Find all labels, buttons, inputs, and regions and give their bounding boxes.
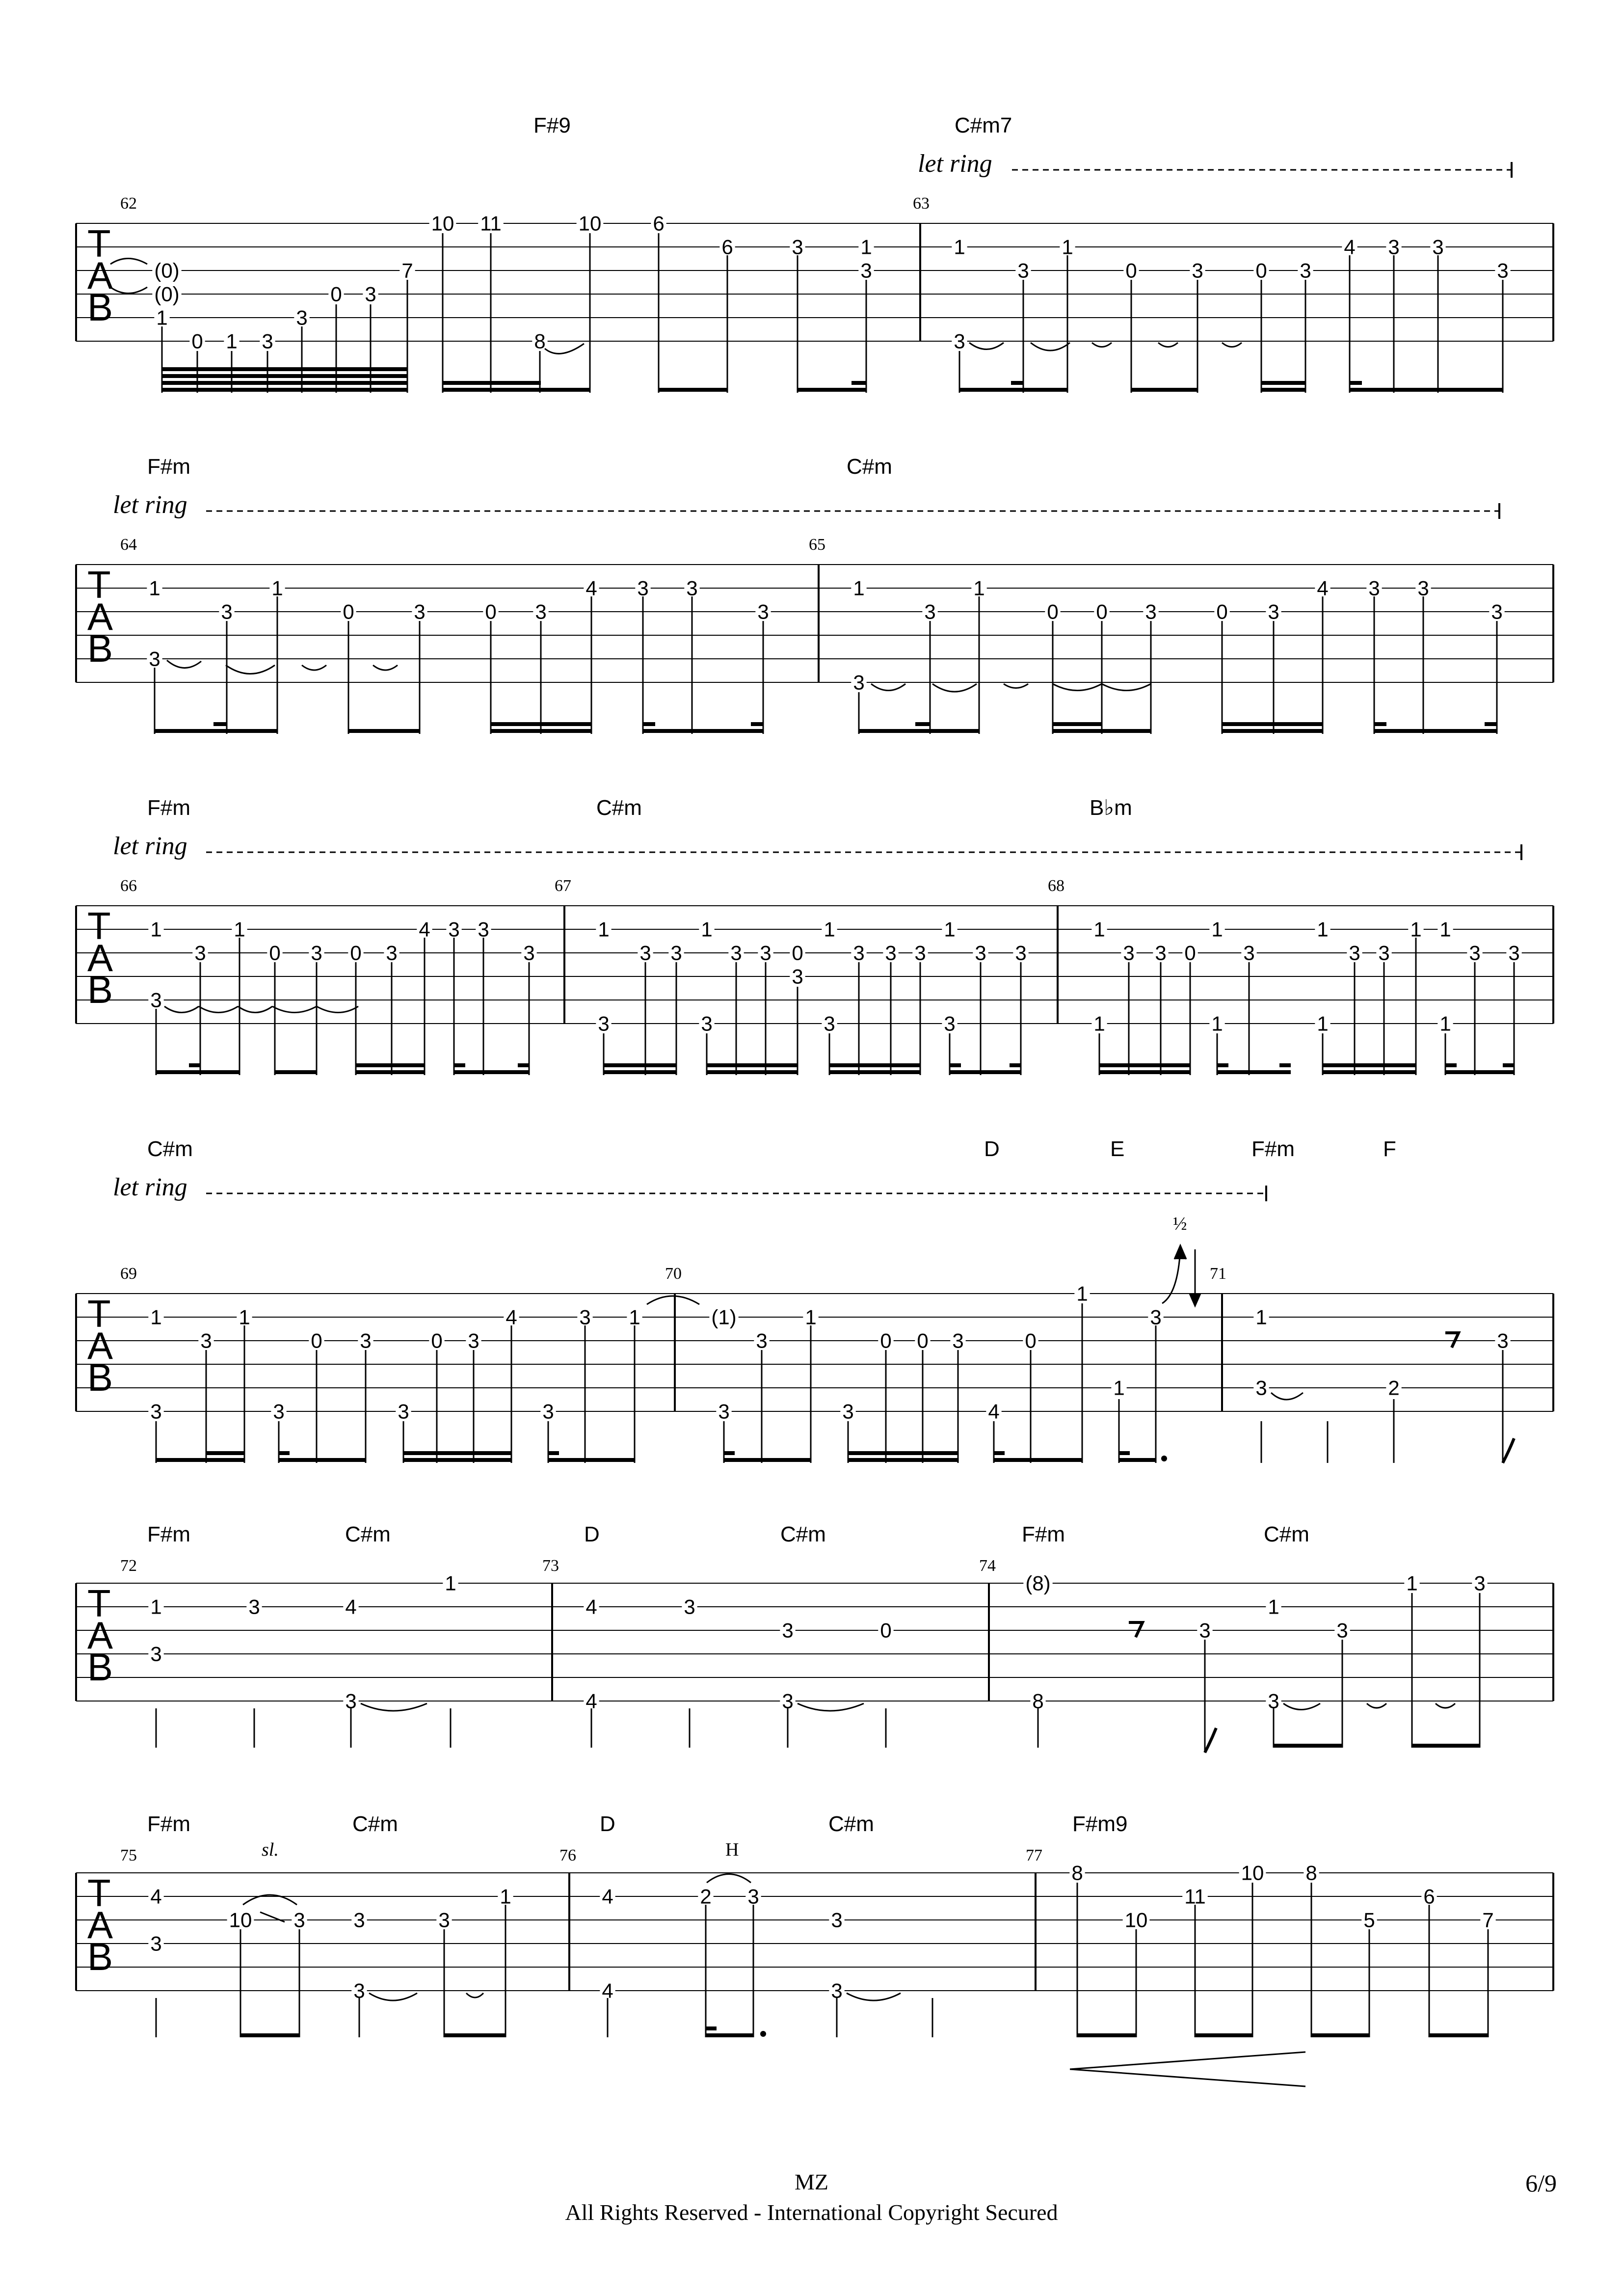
fret-number: 3 — [200, 1329, 212, 1352]
tab-clef-letter: A — [87, 595, 113, 638]
fret-number: 0 — [917, 1329, 929, 1352]
fret-number: 4 — [419, 918, 430, 941]
staff-lines — [76, 906, 1553, 1024]
fret-number: 1 — [149, 576, 160, 600]
fret-number: 0 — [1096, 600, 1108, 623]
fret-number: 3 — [1508, 941, 1520, 965]
fret-number: 0 — [1255, 259, 1267, 282]
fret-number: 4 — [345, 1595, 357, 1619]
beams — [156, 1063, 1514, 1074]
fret-number: 4 — [585, 1689, 597, 1713]
footer-credit: MZ — [795, 2169, 828, 2194]
chord-label: F#m — [147, 455, 190, 479]
fret-number: 3 — [718, 1400, 730, 1423]
fret-number: 2 — [1388, 1376, 1400, 1400]
fret-number: 8 — [1071, 1861, 1083, 1885]
fret-number: 1 — [860, 235, 872, 259]
chord-label: D — [600, 1812, 615, 1836]
tab-clef-letter: B — [87, 1646, 113, 1689]
fret-number: 3 — [248, 1595, 260, 1619]
chord-label: F — [1383, 1137, 1396, 1161]
fret-number: 1 — [1255, 1305, 1267, 1329]
fret-number: 4 — [602, 1885, 613, 1908]
tab-clef-letter: B — [87, 1356, 113, 1399]
beams — [156, 1451, 1156, 1462]
fret-number: 1 — [1093, 1012, 1105, 1035]
hammer-label: H — [725, 1839, 739, 1860]
fret-number: 1 — [629, 1305, 640, 1329]
fret-number: 1 — [1093, 918, 1105, 941]
fret-number: (0) — [154, 259, 180, 282]
fret-number: 4 — [585, 576, 597, 600]
fret-number: 10 — [229, 1908, 252, 1932]
fret-number: 11 — [480, 212, 502, 235]
fret-number: 1 — [1113, 1376, 1125, 1400]
fret-number: 1 — [156, 306, 168, 329]
system-3 — [0, 790, 1623, 1085]
fret-number: 1 — [1211, 918, 1223, 941]
fret-number: 1 — [271, 576, 283, 600]
fret-number: 3 — [535, 600, 547, 623]
fret-number: 3 — [149, 647, 160, 671]
beams — [155, 722, 1497, 733]
measure-number: 68 — [1048, 877, 1064, 895]
system-5 — [0, 1517, 1623, 1792]
chord-label: C#m — [828, 1812, 874, 1836]
fret-number: 4 — [506, 1305, 517, 1329]
let-ring-label: let ring — [918, 150, 992, 178]
fret-number: 7 — [401, 259, 413, 282]
chord-label: B♭m — [1090, 796, 1132, 820]
crescendo-hairpin — [1070, 2052, 1305, 2086]
fret-number: 3 — [637, 576, 649, 600]
fret-number: 3 — [1255, 1376, 1267, 1400]
page-number: 6/9 — [1525, 2169, 1557, 2197]
fret-number: 3 — [792, 965, 803, 988]
fret-number: 1 — [1317, 918, 1329, 941]
fret-number: 0 — [350, 941, 362, 965]
fret-number: (0) — [154, 282, 180, 306]
fret-number: 1 — [1406, 1571, 1418, 1595]
measure-number: 70 — [665, 1265, 682, 1283]
fret-number: 1 — [824, 918, 835, 941]
fret-number: 1 — [701, 918, 713, 941]
fret-number: 1 — [1268, 1595, 1279, 1619]
fret-number: 3 — [150, 1932, 162, 1955]
staff-lines — [76, 565, 1553, 682]
fret-number: 3 — [860, 259, 872, 282]
fret-number: 1 — [1062, 235, 1073, 259]
staff-lines — [76, 1583, 1553, 1701]
fret-number: 3 — [1491, 600, 1503, 623]
ties — [243, 1874, 901, 2001]
fret-number: 3 — [398, 1400, 409, 1423]
chord-label: C#m — [780, 1522, 826, 1546]
tab-clef — [87, 1292, 113, 1399]
note-stems — [156, 1883, 1488, 2037]
system-3-staff — [0, 790, 1623, 1085]
system-6-staff — [0, 1807, 1623, 2101]
measure-number: 66 — [120, 877, 137, 895]
system-5-staff — [0, 1517, 1623, 1792]
tab-clef-letter: B — [87, 627, 113, 670]
system-4-staff — [0, 1132, 1623, 1485]
tab-clef-letter: A — [87, 1324, 113, 1367]
fret-number: 0 — [1184, 941, 1196, 965]
fret-numbers — [148, 1572, 1487, 1713]
fret-number: 3 — [1469, 941, 1481, 965]
fret-number: 5 — [1363, 1908, 1375, 1932]
fret-number: 3 — [150, 988, 162, 1012]
fret-number: 3 — [853, 941, 865, 965]
let-ring-label: let ring — [113, 1173, 187, 1201]
tab-clef-letter: T — [87, 563, 111, 606]
tab-clef — [87, 222, 113, 329]
tab-clef-b: B — [87, 286, 113, 329]
barlines — [76, 1873, 1553, 1991]
measure-number: 69 — [120, 1265, 137, 1283]
fret-number: 3 — [1497, 1329, 1509, 1352]
fret-number: 0 — [1125, 259, 1137, 282]
fret-number: 1 — [1410, 918, 1422, 941]
fret-number: 1 — [445, 1571, 456, 1595]
chord-label: F#m — [147, 796, 190, 820]
let-ring-label: let ring — [113, 832, 187, 860]
fret-number: 3 — [262, 329, 273, 353]
measure-number: 74 — [979, 1557, 996, 1575]
fret-number: 3 — [353, 1908, 365, 1932]
fret-number: 1 — [226, 329, 238, 353]
fret-number: 6 — [1423, 1885, 1435, 1908]
fret-number: 4 — [1344, 235, 1356, 259]
fret-number: 3 — [150, 1642, 162, 1666]
tab-clef — [87, 904, 113, 1011]
fret-number: 4 — [150, 1885, 162, 1908]
fret-number: 0 — [792, 941, 803, 965]
fret-number: 3 — [686, 576, 698, 600]
note-flag — [1503, 1438, 1514, 1463]
fret-number: 3 — [311, 941, 322, 965]
fret-number: 3 — [757, 600, 769, 623]
tab-clef-letter: T — [87, 904, 111, 947]
fret-number: 3 — [842, 1400, 854, 1423]
measure-number: 62 — [120, 194, 137, 213]
fret-number: 8 — [1032, 1689, 1044, 1713]
fret-number: 1 — [944, 918, 956, 941]
fret-number: 11 — [1184, 1885, 1206, 1908]
fret-number: 3 — [853, 671, 865, 694]
note-flag — [1205, 1728, 1216, 1753]
tab-clef-letter: T — [87, 1582, 111, 1625]
chord-label: F#9 — [533, 113, 571, 137]
measure-number: 75 — [120, 1846, 137, 1864]
fret-number: 4 — [988, 1400, 1000, 1423]
fret-number: 3 — [414, 600, 426, 623]
fret-number: 3 — [760, 941, 772, 965]
fret-number: 3 — [353, 1979, 365, 2002]
tab-clef-letter: A — [87, 1614, 113, 1657]
tab-clef-letter: T — [87, 1871, 111, 1915]
fret-number: 1 — [234, 918, 245, 941]
fret-number: 3 — [730, 941, 742, 965]
measure-number: 63 — [913, 194, 930, 213]
chord-label: F#m — [147, 1522, 190, 1546]
fret-number: 1 — [1439, 1012, 1451, 1035]
fret-numbers — [148, 1862, 1495, 2002]
ties — [164, 1006, 358, 1013]
fret-number: 3 — [345, 1689, 357, 1713]
ties — [167, 660, 1151, 692]
fret-number: 3 — [438, 1908, 450, 1932]
fret-number: 3 — [1378, 941, 1390, 965]
tab-clef-letter: A — [87, 1903, 113, 1946]
tab-clef-t: T — [87, 222, 111, 265]
fret-number: 0 — [269, 941, 281, 965]
fret-number: 3 — [1268, 600, 1279, 623]
fret-number: 10 — [431, 212, 454, 235]
measure-number: 76 — [559, 1846, 576, 1864]
chord-label: C#m — [345, 1522, 391, 1546]
fret-number: 3 — [194, 941, 206, 965]
system-2 — [0, 449, 1623, 744]
chord-label: C#m — [147, 1137, 193, 1161]
chord-label: F#m9 — [1072, 1812, 1128, 1836]
fret-number: 0 — [431, 1329, 443, 1352]
ties — [647, 1296, 1303, 1400]
fret-number: 1 — [1439, 918, 1451, 941]
measure-number: 71 — [1210, 1265, 1226, 1283]
fret-number: 3 — [944, 1012, 956, 1035]
fret-number: 7 — [1482, 1908, 1494, 1932]
measure-number: 65 — [809, 536, 825, 554]
fret-number: 1 — [150, 1305, 162, 1329]
fret-number: 1 — [973, 576, 985, 600]
fret-number: 3 — [684, 1595, 695, 1619]
fret-numbers — [148, 1282, 1510, 1423]
chord-label: C#m — [847, 455, 892, 479]
fret-number: 3 — [598, 1012, 610, 1035]
system-4 — [0, 1132, 1623, 1485]
fret-number: 3 — [914, 941, 926, 965]
fret-number: 1 — [500, 1885, 511, 1908]
fret-number: 3 — [639, 941, 651, 965]
fret-number: 1 — [954, 235, 965, 259]
fret-number: 3 — [924, 600, 936, 623]
chord-label: C#m7 — [955, 113, 1012, 137]
fret-number: 3 — [478, 918, 489, 941]
fret-number: 4 — [585, 1595, 597, 1619]
fret-number: 3 — [1243, 941, 1255, 965]
beams — [240, 2026, 1488, 2037]
beams — [162, 367, 1503, 392]
fret-number: 4 — [602, 1979, 613, 2002]
barlines — [76, 906, 1553, 1024]
tab-clef-letter: T — [87, 1292, 111, 1335]
fret-number: 10 — [1241, 1861, 1264, 1885]
system-1-staff — [0, 108, 1623, 412]
fret-number: 0 — [311, 1329, 322, 1352]
chord-label: E — [1110, 1137, 1125, 1161]
chord-label: C#m — [352, 1812, 398, 1836]
fret-number: 3 — [468, 1329, 479, 1352]
fret-number: 3 — [670, 941, 682, 965]
fret-number: 3 — [1199, 1619, 1211, 1642]
fret-number: 3 — [293, 1908, 305, 1932]
fret-number: 3 — [1017, 259, 1029, 282]
fret-number: 3 — [831, 1908, 843, 1932]
fret-number: 0 — [1047, 600, 1059, 623]
fret-number: 0 — [1216, 600, 1228, 623]
tab-clef — [87, 563, 113, 670]
fret-number: (1) — [711, 1305, 737, 1329]
fret-number: 3 — [1300, 259, 1311, 282]
fret-number: 0 — [191, 329, 203, 353]
fret-number: 6 — [721, 235, 733, 259]
fret-number: 3 — [1497, 259, 1509, 282]
slide-label: sl. — [262, 1839, 279, 1860]
fret-number: 3 — [523, 941, 535, 965]
barlines — [76, 565, 1553, 682]
chord-label: F#m — [1251, 1137, 1295, 1161]
fret-number: 0 — [343, 600, 354, 623]
fret-number: 3 — [756, 1329, 768, 1352]
fret-number: 3 — [1123, 941, 1135, 965]
bend-arrow — [1162, 1245, 1200, 1306]
fret-number: 3 — [792, 235, 803, 259]
fret-number: 8 — [1305, 1861, 1317, 1885]
system-2-staff — [0, 449, 1623, 744]
fret-number: 3 — [975, 941, 986, 965]
system-1 — [0, 108, 1623, 412]
system-6 — [0, 1807, 1623, 2101]
chord-label: D — [584, 1522, 600, 1546]
tab-clef-a: A — [87, 254, 113, 297]
fret-number: 3 — [885, 941, 897, 965]
fret-number: 1 — [150, 918, 162, 941]
ties — [361, 1703, 1455, 1711]
fret-number: 3 — [782, 1689, 794, 1713]
fret-number: 3 — [221, 600, 233, 623]
fret-number: 4 — [1317, 576, 1329, 600]
fret-number: 1 — [239, 1305, 250, 1329]
footer-copyright: All Rights Reserved - International Copyright Secured — [565, 2200, 1058, 2225]
fret-number: 3 — [782, 1619, 794, 1642]
fret-number: 3 — [1388, 235, 1400, 259]
tab-clef — [87, 1871, 113, 1978]
chord-label: D — [984, 1137, 1000, 1161]
fret-number: 10 — [578, 212, 602, 235]
note-stems — [156, 1303, 1503, 1463]
fret-number: 10 — [1124, 1908, 1148, 1932]
fret-number: 0 — [880, 1619, 892, 1642]
fret-number: 1 — [598, 918, 610, 941]
dotted-note-dot — [1161, 1456, 1167, 1461]
fret-number: 3 — [701, 1012, 713, 1035]
barlines — [76, 1583, 1553, 1701]
chord-label: C#m — [596, 796, 642, 820]
fret-number: 3 — [1474, 1571, 1486, 1595]
fret-number: 3 — [296, 306, 308, 329]
fret-number: 3 — [365, 282, 376, 306]
fret-number: 3 — [1268, 1689, 1279, 1713]
fret-number: 8 — [534, 329, 546, 353]
fret-number: 0 — [880, 1329, 892, 1352]
fret-number: 3 — [150, 1400, 162, 1423]
fret-number: 3 — [579, 1305, 591, 1329]
fret-number: 3 — [360, 1329, 372, 1352]
tab-clef — [87, 1582, 113, 1689]
fret-number: 3 — [1192, 259, 1203, 282]
fret-number: 3 — [1432, 235, 1444, 259]
fret-number: 3 — [1155, 941, 1167, 965]
fret-number: 3 — [1015, 941, 1027, 965]
fret-number: 1 — [1211, 1012, 1223, 1035]
fret-numbers — [152, 212, 1510, 353]
let-ring-label: let ring — [113, 491, 187, 519]
fret-number: 3 — [386, 941, 398, 965]
fret-number: 3 — [952, 1329, 964, 1352]
fret-number: 3 — [831, 1979, 843, 2002]
fret-number: 3 — [954, 329, 965, 353]
fret-number: 3 — [1336, 1619, 1348, 1642]
chord-label: F#m — [1022, 1522, 1065, 1546]
chord-label: C#m — [1264, 1522, 1309, 1546]
fret-number: 3 — [1417, 576, 1429, 600]
dotted-note-dot — [760, 2031, 766, 2037]
fret-number: 3 — [1145, 600, 1157, 623]
fret-number: 3 — [1368, 576, 1380, 600]
measure-number: 67 — [555, 877, 571, 895]
fret-number: 1 — [1317, 1012, 1329, 1035]
ties — [110, 259, 1242, 354]
measure-number: 73 — [542, 1557, 559, 1575]
chord-label: F#m — [147, 1812, 190, 1836]
fret-number: 3 — [1349, 941, 1360, 965]
fret-number: 3 — [542, 1400, 554, 1423]
fret-number: 3 — [1150, 1305, 1162, 1329]
tab-clef-letter: B — [87, 968, 113, 1011]
measure-number: 77 — [1026, 1846, 1042, 1864]
fret-number: 3 — [448, 918, 460, 941]
fret-number: 3 — [747, 1885, 759, 1908]
tab-clef-letter: B — [87, 1935, 113, 1978]
fret-number: 2 — [700, 1885, 712, 1908]
fret-number: (8) — [1025, 1571, 1051, 1595]
tab-clef-letter: A — [87, 936, 113, 979]
fret-number: 3 — [273, 1400, 285, 1423]
measure-number: 72 — [120, 1557, 137, 1575]
fret-number: 0 — [1025, 1329, 1037, 1352]
fret-number: 0 — [485, 600, 497, 623]
measure-number: 64 — [120, 536, 137, 554]
beams — [1274, 1744, 1480, 1748]
staff-lines — [76, 1873, 1553, 1991]
fret-number: 1 — [1076, 1282, 1088, 1305]
fret-number: 1 — [150, 1595, 162, 1619]
fret-number: 1 — [805, 1305, 817, 1329]
fret-number: 0 — [330, 282, 342, 306]
fret-number: 3 — [824, 1012, 835, 1035]
bend-amount: ½ — [1173, 1214, 1187, 1234]
fret-number: 1 — [853, 576, 865, 600]
fret-number: 6 — [653, 212, 665, 235]
